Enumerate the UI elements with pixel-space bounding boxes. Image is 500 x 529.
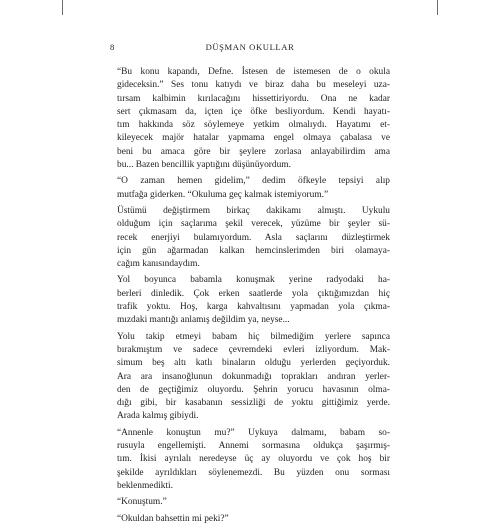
text-line: sert çıkmasam da, içten içe öfke besliyordum. Kendi hayatı- (117, 106, 390, 117)
text-line: Arada kalmış gibiydi. (117, 411, 199, 422)
paragraph (110, 66, 390, 172)
text-line: tırsam kalbimin kırılacağını hissettiriyordu. Ona ne kadar (117, 93, 390, 104)
text-line: “Bu konu kapandı, Defne. İstesen de istemesen de o okula (117, 67, 390, 77)
paragraph (110, 274, 390, 327)
crop-mark-right (437, 0, 438, 15)
text-line: den de geçtiğimiz oluyordu. Şehrin yorucu havasının olma- (117, 384, 390, 395)
text-line: berleri dinledik. Çok erken saatlerde yola çıktığımızdan hiç (117, 288, 390, 299)
text-line: mutfağa giderken. “Okuluma geç kalmak istemiyorum.” (117, 189, 329, 200)
text-line: olduğum için saçlarıma şekil verecek, yüzüme bir şeyler sü- (117, 219, 390, 230)
text-line: Yolu takip etmeyi babam hiç bilmediğim yerlere sapınca (117, 331, 390, 342)
text-line: “O zaman hemen gidelim,” dedim öfkeyle tepsiyi alıp (117, 176, 390, 187)
text-line: bu... Bazen bencillik yaptığını düşünüyordum. (117, 160, 291, 171)
text-line: tım. İkisi ayrılalı neredeyse üç ay oluyordu ve çok hoş bir (117, 454, 390, 465)
body-text (110, 66, 390, 529)
text-line: simum beş altı katlı binaların olduğu yerlerden geçiyorduk. (117, 358, 390, 369)
text-line: kileyecek majör hatalar yapmama engel olmaya çabalasa ve (117, 133, 390, 144)
paragraph (110, 175, 390, 202)
text-line: cağım kanısındaydım. (117, 259, 200, 270)
text-line: rusuyla engellemişti. Annemi sormasına oldukça şaşırmış- (117, 441, 390, 452)
text-line: Yol boyunca babamla konuşmak yerine radyodaki ha- (117, 275, 390, 286)
text-line: mızdaki mantığı anlamış değildim ya, neyse... (117, 315, 290, 326)
text-line: “Okuldan bahsettin mi peki?” (117, 513, 229, 524)
text-line: “Annenle konuştun mu?” Uykuya dalmamı, babam so- (117, 427, 390, 438)
crop-mark-left (62, 0, 63, 15)
paragraph (110, 513, 390, 526)
running-title: DÜŞMAN OKULLAR (205, 42, 295, 52)
paragraph (110, 427, 390, 493)
text-line: recek enerjiyi bulamıyordum. Asla saçlarını düzleştirmek (117, 232, 390, 243)
text-line: “Konuştum.” (117, 497, 167, 508)
text-line: beni bu amaca göre bir şeylere zorlasa anlayabilirdim ama (117, 146, 390, 157)
text-line: Üstümü değiştirmem birkaç dakikamı almıştı. Uykulu (117, 205, 390, 216)
paragraph (110, 205, 390, 271)
text-line: için gün ağarmadan kalkan hemcinslerimden biri olamaya- (117, 245, 390, 256)
text-line: beklenmedikti. (117, 480, 173, 491)
page-header (110, 42, 390, 56)
text-line: Ara ara insanoğlunun dokunmadığı toprakları andıran yerler- (117, 371, 390, 382)
text-line: dığı gibi, bir kasabanın sessizliği de yoktu gittiğimiz yerde. (117, 398, 390, 409)
text-line: gideceksin.” Ses tonu katıydı ve biraz daha bu meseleyi uza- (117, 80, 390, 91)
text-line: şekilde ayrıldıkları söylenemezdi. Bu yüzden onu sorması (117, 467, 390, 478)
page-number: 8 (110, 42, 115, 52)
text-line: trafik yoktu. Hoş, karga kahvaltısını yapmadan yola çıkma- (117, 302, 390, 313)
paragraph (110, 496, 390, 509)
text-line: tım hakkında söz söylemeye yetkim olmalıydı. Hayatımı et- (117, 120, 390, 131)
text-line: bırakmıştım ve sadece çevremdeki evleri izliyordum. Mak- (117, 344, 390, 355)
paragraph (110, 331, 390, 424)
